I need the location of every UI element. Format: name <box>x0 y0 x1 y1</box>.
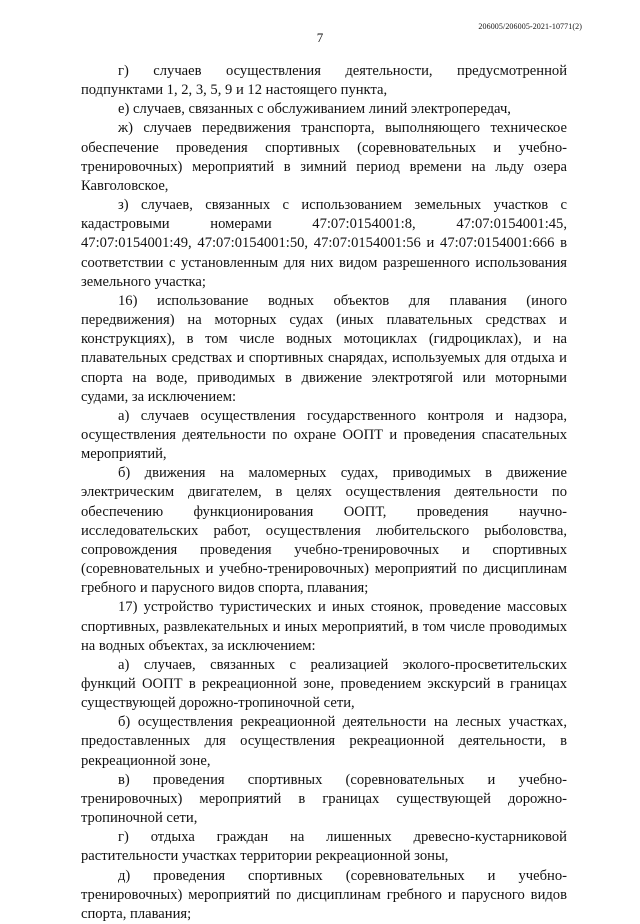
paragraph-item-v: в) проведения спортивных (соревновательных и учебно-тренировочных) мероприятий в границах существующей дорожно-тропиночной сети, <box>81 771 567 827</box>
paragraph-item-g: г) случаев осуществления деятельности, предусмотренной подпунктами 1, 2, 3, 5, 9 и 12 настоящего пункта, <box>81 63 567 99</box>
paragraph-item-a: а) случаев, связанных с реализацией эколого-просветительских функций ООПТ в рекреационной зоне, проведением экскурсий в границах существующей дорожно-тропиночной сети, <box>81 656 567 712</box>
paragraph-item-a: а) случаев осуществления государственного контроля и надзора, осуществления деятельности по охране ООПТ и проведения спасательных мероприятий, <box>81 407 567 463</box>
paragraph-item-b: б) движения на маломерных судах, приводимых в движение электрическим двигателем, в целях осуществления деятельности по обеспечению функционирования ООПТ, проведения научно-исследовательских работ, осуществления любительского рыболовства, сопровождения проведения учебно-тренировочных и спортивных (соревновательных и учебно-тренировочных) мероприятий по дисциплинам гребного и парусного видов спорта, плавания; <box>81 465 567 597</box>
paragraph-clause-16: 16) использование водных объектов для плавания (иного передвижения) на моторных судах (иных плавательных средствах и конструкциях), в том числе водных мотоциклах (гидроциклах), и на плавательных средствах и спортивных снарядах, используемых для отдыха и спорта на воде, приводимых в движение электротягой или моторными судами, за исключением: <box>81 292 567 405</box>
paragraph-item-zh: ж) случаев передвижения транспорта, выполняющего техническое обеспечение проведения спортивных (соревновательных и учебно-тренировочных) мероприятий в зимний период времени на льду озера Кавголовское, <box>81 120 567 194</box>
page-number: 7 <box>316 30 324 45</box>
paragraph-item-e: е) случаев, связанных с обслуживанием линий электропередач, <box>118 101 511 118</box>
paragraph-item-b: б) осуществления рекреационной деятельности на лесных участках, предоставленных для осуществления рекреационной деятельности, в рекреационной зоне, <box>81 714 567 769</box>
paragraph-item-z: з) случаев, связанных с использованием земельных участков с кадастровыми номерами 47:07:0154001:8, 47:07:0154001:45, 47:07:0154001:49, 47:07:0154001:50, 47:07:0154001:56 и 47:07:0154001:666 в соответствии с установленным для них видом разрешенного использования земельного участка; <box>81 197 567 290</box>
paragraph-item-d: д) проведения спортивных (соревновательных и учебно-тренировочных) мероприятий по дисциплинам гребного и парусного видов спорта, плавания; <box>81 867 567 922</box>
paragraph-clause-17: 17) устройство туристических и иных стоянок, проведение массовых спортивных, развлекательных и иных мероприятий, в том числе проводимых на водных объектах, за исключением: <box>81 599 567 654</box>
document-id: 206005/206005-2021-10771(2) <box>478 22 582 31</box>
paragraph-item-g: г) отдыха граждан на лишенных древесно-кустарниковой растительности участках территории рекреационной зоны, <box>81 829 567 865</box>
document-body <box>81 62 567 924</box>
